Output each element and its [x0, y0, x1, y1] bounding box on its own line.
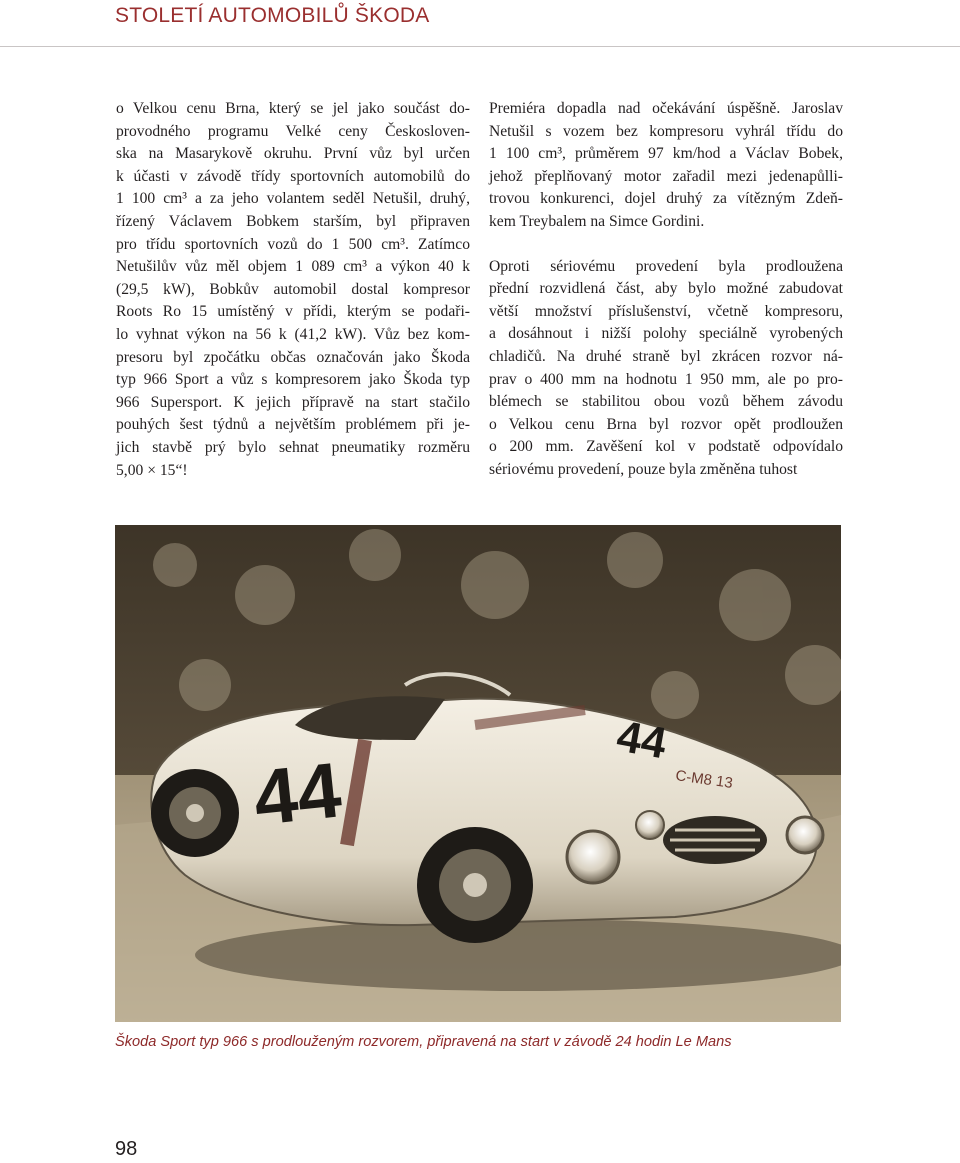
text-line: 5,00 × 15“! [116, 461, 188, 479]
text-line: řízený Václavem Bobkem starším, byl připraven [116, 212, 470, 230]
text-line: Roots Ro 15 umístěný v přídi, kterým se podaři- [116, 303, 470, 321]
text-line: sériovému provedení, pouze byla změněna tuhost [489, 460, 798, 478]
running-header: STOLETÍ AUTOMOBILŮ ŠKODA [115, 4, 430, 27]
text-line: trovou konkurenci, dojel druhý za vítězným Zdeň- [489, 190, 843, 208]
text-line: přední rozvidlená část, aby bylo možné zabudovat [489, 280, 843, 298]
text-line: lo vyhnat výkon na 56 k (41,2 kW). Vůz bez kom- [116, 325, 470, 343]
right-paragraph-1 [489, 98, 843, 234]
text-line: chladičů. Na druhé straně byl zkrácen rozvor ná- [489, 347, 843, 365]
plate-text: C-M8 13 [674, 767, 734, 792]
text-line: jehož přeplňovaný motor zařadil mezi jedenapůlli- [489, 167, 843, 185]
fog-light [636, 811, 664, 839]
right-text-column [489, 98, 843, 482]
wheel-front [417, 827, 533, 943]
race-number-front: 44 [613, 711, 670, 769]
text-line: jich stavbě prý bylo sehnat pneumatiky rozměru [116, 438, 470, 456]
car-shadow [195, 919, 841, 991]
headlight-left [567, 831, 619, 883]
left-paragraph [116, 98, 470, 482]
text-line: Premiéra dopadla nad očekávání úspěšně. Jaroslav [489, 100, 843, 117]
text-line: Netušil s vozem bez kompresoru vyhrál třídu do [489, 122, 843, 140]
text-line: presoru byl zpočátku občas označován jako Škoda [116, 348, 470, 366]
text-line: Oproti sériovému provedení byla prodloužena [489, 257, 843, 275]
wheel-rear [151, 769, 239, 857]
header-divider [0, 46, 960, 47]
race-car-photo [115, 525, 841, 1022]
text-line: a dosáhnout i nižší polohy speciálně vyrobených [489, 325, 843, 343]
headlight-right [787, 817, 823, 853]
text-line: kem Treybalem na Simce Gordini. [489, 212, 705, 230]
grille [663, 816, 767, 864]
left-text-column [116, 98, 470, 482]
photo-caption: Škoda Sport typ 966 s prodlouženým rozvorem, připravená na start v závodě 24 hodin Le Mans [115, 1034, 732, 1050]
race-number-side: 44 [249, 745, 346, 842]
text-line: prav o 400 mm na hodnotu 1 950 mm, ale po pro- [489, 370, 843, 388]
text-line: 1 100 cm³ a za jeho volantem seděl Netušil, druhý, [116, 190, 470, 208]
text-line: ska na Masarykově okruhu. První vůz byl určen [116, 145, 470, 163]
right-paragraph-2 [489, 256, 843, 482]
photo-illustration [115, 525, 841, 1022]
text-line: typ 966 Sport a vůz s kompresorem jako Škoda typ [116, 371, 470, 389]
text-line: o 200 mm. Zavěšení kol v podstatě odpovídalo [489, 438, 843, 456]
text-line: o Velkou cenu Brna byl rozvor opět prodloužen [489, 415, 843, 433]
text-line: větší množství příslušenství, včetně kompresoru, [489, 302, 843, 320]
text-line: blémech se stabilitou obou vozů během závodu [489, 393, 843, 411]
text-line: 1 100 cm³, průměrem 97 km/hod a Václav Bobek, [489, 145, 843, 163]
page-number: 98 [115, 1138, 138, 1160]
text-line: pro třídu sportovních vozů do 1 500 cm³. Zatímco [116, 235, 470, 253]
text-line: (29,5 kW), Bobkův automobil dostal kompresor [116, 280, 470, 298]
text-line: pouhých šest týdnů a největším problémem při je- [116, 416, 470, 434]
text-line: 966 Supersport. K jejich přípravě na start stačilo [116, 393, 470, 411]
text-line: Netušilův vůz měl objem 1 089 cm³ a výkon 40 k [116, 258, 470, 276]
text-line: provodného programu Velké ceny Českosloven- [116, 122, 470, 140]
text-line: o Velkou cenu Brna, který se jel jako součást do- [116, 100, 470, 117]
text-line: k účasti v závodě třídy sportovních automobilů do [116, 167, 470, 185]
